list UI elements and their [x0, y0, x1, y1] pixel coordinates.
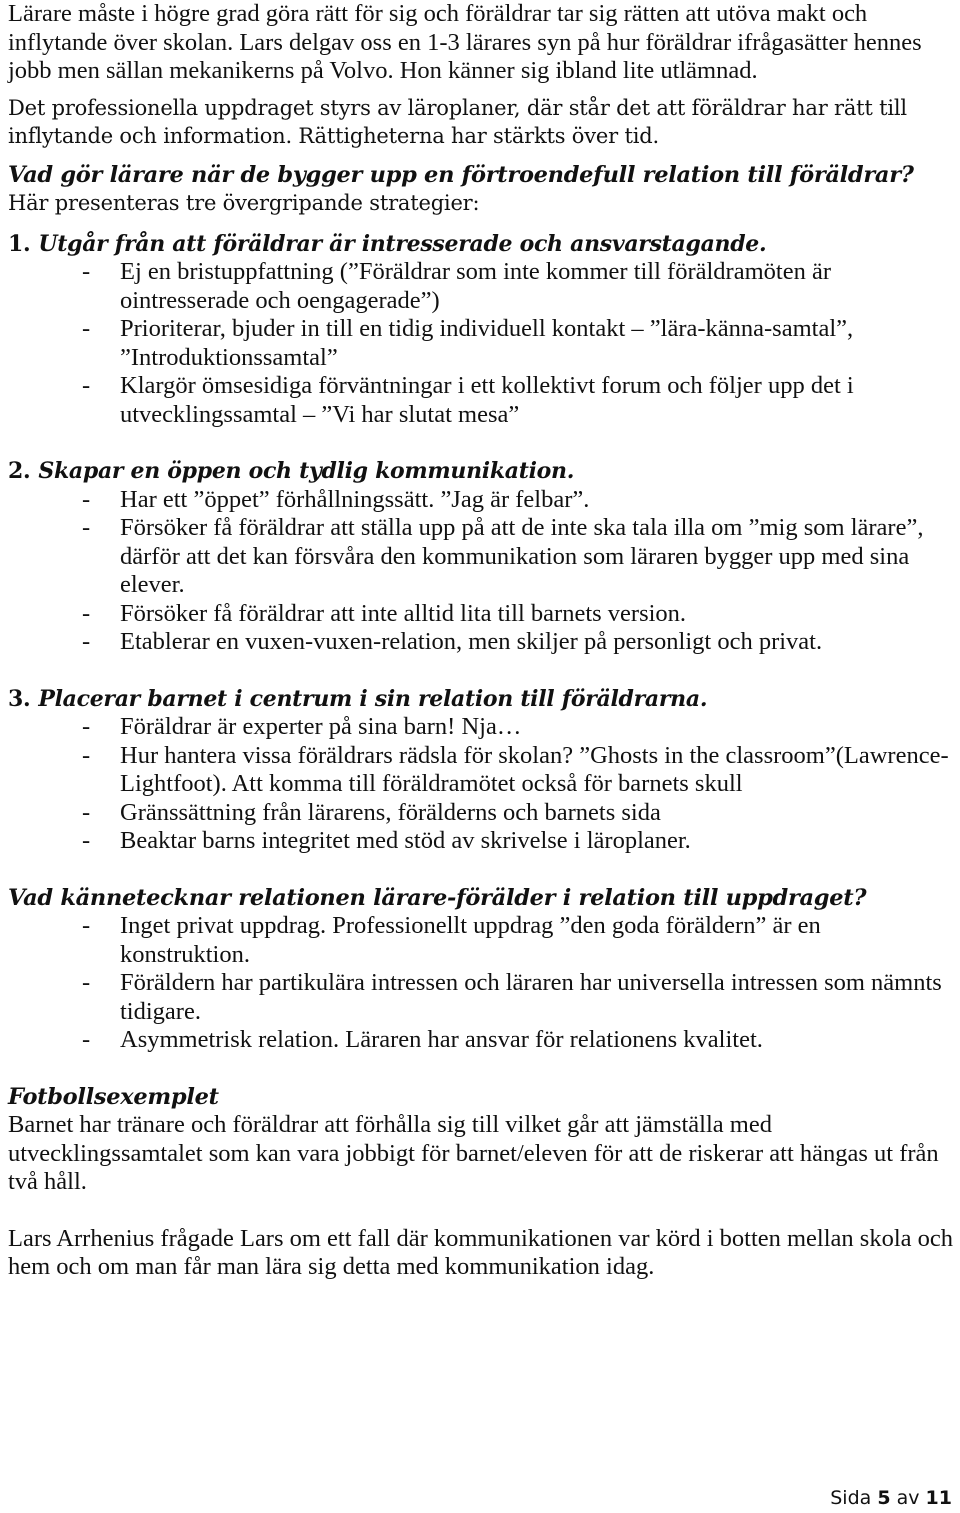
list-item: - Ej en bristuppfattning (”Föräldrar som inte kommer till föräldramöten är ointresserade och oengagerade”) [82, 258, 831, 314]
list-item: - Försöker få föräldrar att ställa upp på att de inte ska tala illa om ”mig som lärare”, därför att det kan försvåra den kommunikation som läraren bygger upp med sina elever. [82, 514, 924, 598]
list-item: - Inget privat uppdrag. Professionellt uppdrag ”den goda föräldern” är en konstruktion. [82, 912, 821, 968]
strategy-3 [8, 685, 954, 856]
question-heading-2: Vad kännetecknar relationen lärare-förälder i relation till uppdraget? [8, 884, 867, 911]
list-item: - Etablerar en vuxen-vuxen-relation, men skiljer på personligt och privat. [82, 628, 823, 655]
strategy-list [8, 258, 954, 429]
closing-paragraph: Lars Arrhenius frågade Lars om ett fall där kommunikationen var körd i botten mellan skola och hem och om man får man lära sig detta med kommunikation idag. [8, 1224, 954, 1280]
intro-paragraph-1: Lärare måste i högre grad göra rätt för sig och föräldrar tar sig rätten att utöva makt och inflytande över skolan. Lars delgav oss en 1-3 lärares syn på hur föräldrar ifrågasätter hennes jobb men sällan mekanikerns på Volvo. Hon känner sig ibland lite utlämnad. [8, 0, 922, 84]
list-item: - Klargör ömsesidiga förväntningar i ett kollektivt forum och följer upp det i utvecklingssamtal – ”Vi har slutat mesa” [82, 372, 854, 428]
strategy-heading: 1. Utgår från att föräldrar är intresserade och ansvarstagande. [8, 230, 767, 257]
page-number: Sida 5 av 11 [830, 1487, 952, 1509]
relation-section [8, 884, 954, 1055]
list-item: - Föräldern har partikulära intressen och läraren har universella intressen som nämnts tidigare. [82, 969, 942, 1025]
football-text: Barnet har tränare och föräldrar att förhålla sig till vilket går att jämställa med utvecklingssamtalet som kan vara jobbigt för barnet/eleven för att de riskerar att hängas ut från två håll. [8, 1111, 939, 1195]
relation-list [8, 912, 954, 1055]
list-item: - Föräldrar är experter på sina barn! Nja… [82, 713, 522, 740]
question-heading-1: Vad gör lärare när de bygger upp en förtroendefull relation till föräldrar? [8, 161, 914, 188]
football-heading: Fotbollsexemplet [8, 1083, 219, 1110]
strategy-heading: 2. Skapar en öppen och tydlig kommunikation. [8, 458, 575, 484]
strategies-intro: Här presenteras tre övergripande strategier: [8, 191, 480, 215]
list-item: - Prioriterar, bjuder in till en tidig individuell kontakt – ”lära-känna-samtal”, ”Introduktionssamtal” [82, 315, 854, 371]
list-item: - Har ett ”öppet” förhållningssätt. ”Jag är felbar”. [82, 485, 590, 513]
strategy-list [8, 486, 954, 657]
document-page [8, 0, 954, 1282]
list-item: - Asymmetrisk relation. Läraren har ansvar för relationens kvalitet. [82, 1026, 763, 1053]
intro-paragraph-2: Det professionella uppdraget styrs av läroplaner, där står det att föräldrar har rätt till inflytande och information. Rättigheterna har stärkts över tid. [8, 95, 907, 148]
strategy-2 [8, 457, 954, 657]
list-item: - Beaktar barns integritet med stöd av skrivelse i läroplaner. [82, 827, 691, 854]
strategy-list [8, 713, 954, 856]
football-section [8, 1083, 954, 1197]
strategy-1 [8, 230, 954, 430]
list-item: - Hur hantera vissa föräldrars rädsla för skolan? ”Ghosts in the classroom”(Lawrence-Lightfoot). Att komma till föräldramötet också för barnets skull [82, 741, 949, 797]
list-item: - Gränssättning från lärarens, förälderns och barnets sida [82, 798, 661, 826]
list-item: - Försöker få föräldrar att inte alltid lita till barnets version. [82, 599, 687, 627]
strategy-heading: 3. Placerar barnet i centrum i sin relation till föräldrarna. [8, 685, 708, 712]
